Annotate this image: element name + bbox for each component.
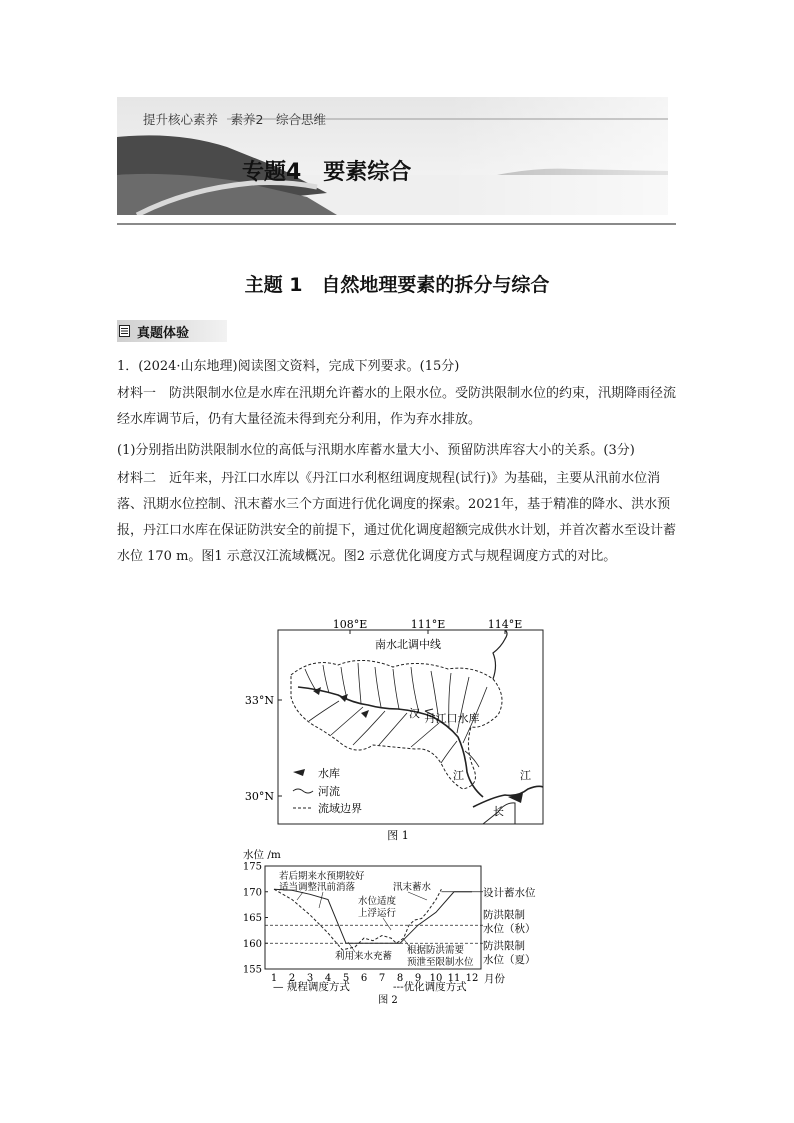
river-char-jiang: 江 [453, 769, 464, 782]
figure-2-chart [243, 846, 573, 1006]
x-tick-label: 2 [288, 973, 296, 984]
canal-label: 南水北调中线 [375, 638, 441, 651]
section-header [117, 320, 237, 344]
x-tick-label: 12 [465, 973, 479, 984]
y-tick-label: 175 [243, 861, 262, 873]
y-tick-label: 165 [243, 913, 262, 924]
label-autumn-2: 水位（秋） [483, 923, 536, 935]
river-char-jiang-2: 江 [520, 769, 531, 782]
lat-label-30: 30°N [244, 790, 274, 803]
x-tick-label: 3 [306, 973, 314, 984]
x-tick-label: 7 [378, 973, 386, 984]
label-summer-1: 防洪限制 [483, 940, 525, 952]
river-char-han: 汉 [409, 707, 420, 720]
annotation-7: 根据防洪需要 [407, 945, 465, 956]
river-char-chang: 长 [493, 805, 504, 818]
chapter-banner [117, 97, 668, 215]
annotation-2: 适当调整汛前消落 [279, 882, 356, 893]
figure-1-caption: 图 1 [387, 829, 409, 842]
legend-reservoir: 水库 [318, 767, 340, 780]
legend-boundary: 流域边界 [318, 802, 362, 815]
annotation-1: 若后期来水预期较好 [279, 871, 365, 882]
label-summer-2: 水位（夏） [483, 954, 536, 966]
lon-label-114: 114°E [487, 618, 523, 631]
annotation-4: 水位适度 [358, 896, 397, 907]
material-two: 材料二 近年来，丹江口水库以《丹江口水利枢纽调度规程(试行)》为基础，主要从汛前水位消落、汛期水位控制、汛末蓄水三个方面进行优化调度的探索。2021年，基于精准的降水、洪水预报，丹江口水库在保证防洪安全的前提下，通过优化调度超额完成供水计划，并首次蓄水至设计蓄水位 170 m。图1 示意汉江流域概况。图2 示意优化调度方式与规程调度方式的对比。 [117, 471, 677, 564]
annotation-3: 汛末蓄水 [393, 882, 432, 893]
figure-1-map [243, 617, 553, 845]
banner-kicker: 提升核心素养 素养2 综合思维 [143, 112, 326, 127]
lat-label-33: 33°N [244, 694, 274, 707]
banner-divider [117, 223, 676, 225]
question-intro: 1．(2024·山东地理)阅读图文资料，完成下列要求。(15分) [117, 359, 460, 374]
y-tick-label: 155 [243, 964, 262, 976]
y-ticks [243, 862, 268, 976]
annotation-5: 上浮运行 [358, 908, 397, 919]
y-tick-label: 160 [243, 938, 262, 950]
label-autumn-1: 防洪限制 [483, 909, 525, 921]
y-axis-label: 水位 /m [243, 849, 281, 861]
lon-label-108: 108°E [332, 618, 368, 631]
material-one: 材料一 防洪限制水位是水库在汛期允许蓄水的上限水位。受防洪限制水位的约束，汛期降雨径流经水库调节后，仍有大量径流未得到充分利用，作为弃水排放。 [117, 386, 677, 427]
chapter-title: 专题4 要素综合 [242, 160, 412, 185]
section-label: 真题体验 [137, 326, 190, 341]
legend-regular: — 规程调度方式 [273, 981, 350, 993]
annotation-6: 利用来水充蓄 [335, 951, 393, 962]
label-design-level: 设计蓄水位 [483, 887, 536, 899]
lon-label-111: 111°E [410, 618, 446, 631]
x-tick-label: 6 [360, 973, 368, 984]
x-axis-label: 月份 [484, 973, 505, 985]
x-tick-label: 8 [396, 973, 404, 984]
document-icon [119, 325, 130, 337]
legend-optimized: ---优化调度方式 [393, 981, 467, 993]
x-tick-label: 9 [414, 973, 422, 984]
sub-question-one: (1)分别指出防洪限制水位的高低与汛期水库蓄水量大小、预留防洪库容大小的关系。(3分) [117, 443, 635, 458]
reservoir-label: 丹江口水库 [424, 712, 480, 725]
figure-2-caption: 图 2 [378, 995, 398, 1006]
x-tick-label: 10 [429, 973, 443, 984]
x-tick-label: 5 [342, 973, 350, 984]
y-tick-label: 170 [243, 887, 262, 899]
x-tick-label: 11 [447, 973, 461, 984]
legend-river: 河流 [318, 785, 340, 798]
x-tick-label: 1 [270, 973, 278, 984]
annotation-8: 预泄至限制水位 [407, 957, 474, 968]
topic-title: 主题 1 自然地理要素的拆分与综合 [244, 274, 550, 296]
x-tick-label: 4 [324, 973, 332, 984]
